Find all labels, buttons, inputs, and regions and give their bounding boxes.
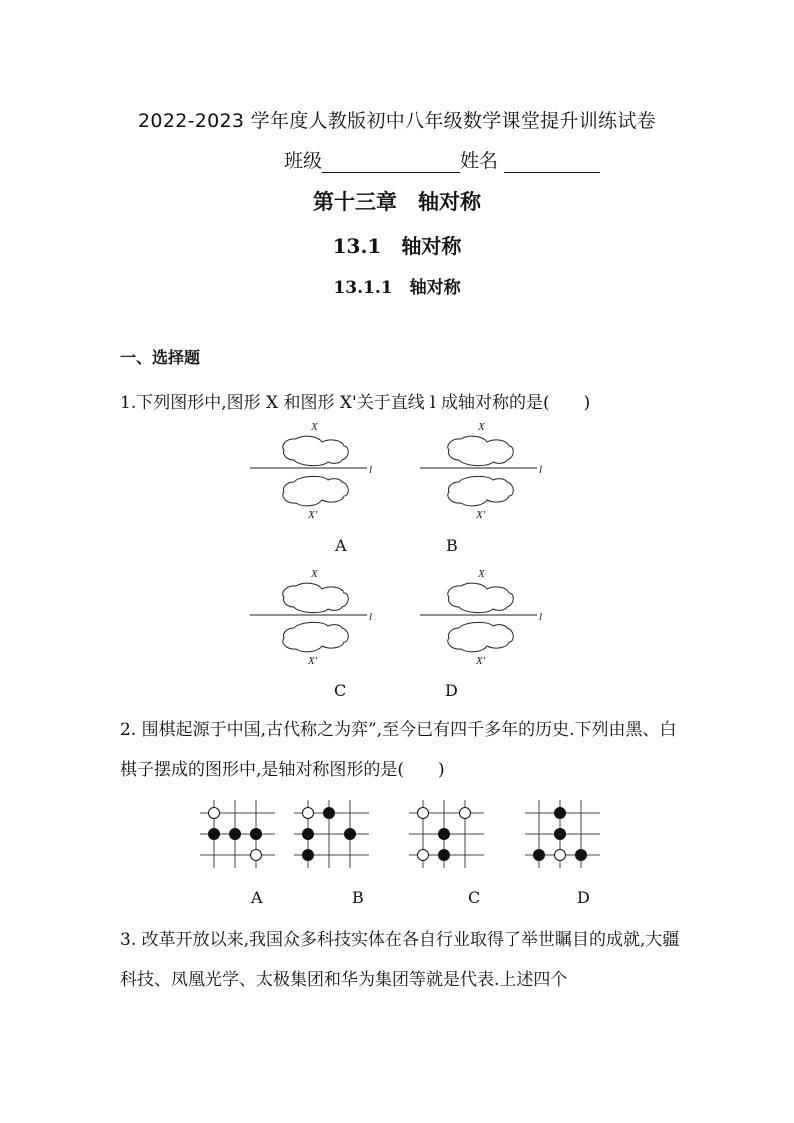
black-stone [345, 829, 356, 840]
option-2C: C [468, 888, 481, 907]
paper-title: 2022-2023 学年度人教版初中八年级数学课堂提升训练试卷 [138, 110, 656, 132]
black-stone [209, 829, 220, 840]
black-stone [555, 829, 566, 840]
fig1D-label-l: l [539, 611, 543, 623]
option-2A: A [251, 888, 263, 907]
black-stone [439, 829, 450, 840]
fig1A-label-l: l [369, 464, 373, 476]
question-3-text: 3. 改革开放以来,我国众多科技实体在各自行业取得了举世瞩目的成就,大疆科技、凤凰光学、太极集团和华为集团等就是代表.上述四个 [120, 930, 680, 990]
option-1D: D [445, 681, 458, 700]
chapter-title: 第十三章 轴对称 [313, 189, 481, 214]
white-stone [418, 850, 429, 861]
black-stone [439, 850, 450, 861]
black-stone [576, 850, 587, 861]
black-stone [555, 808, 566, 819]
black-stone [251, 829, 262, 840]
section-title: 13.1 轴对称 [332, 234, 462, 258]
white-stone [209, 808, 220, 819]
fig1A-label-x: X [311, 421, 318, 433]
fig1D-label-x: X [478, 568, 485, 580]
black-stone [303, 850, 314, 861]
option-2B: B [352, 888, 364, 907]
white-stone [460, 808, 471, 819]
black-stone [324, 808, 335, 819]
option-1B: B [446, 536, 458, 555]
fig1D-label-xprime: X′ [476, 655, 486, 667]
fig1B-label-l: l [539, 464, 543, 476]
part-heading: 一、选择题 [120, 348, 201, 367]
fig1B-label-x: X [478, 421, 485, 433]
white-stone [418, 808, 429, 819]
fig1A-label-xprime: X′ [308, 509, 318, 521]
subsection-title: 13.1.1 轴对称 [333, 278, 461, 298]
white-stone [251, 850, 262, 861]
option-1C: C [334, 681, 347, 700]
option-1A: A [335, 536, 347, 555]
fig1B-label-xprime: X′ [476, 509, 486, 521]
black-stone [534, 850, 545, 861]
black-stone [230, 829, 241, 840]
black-stone [303, 829, 314, 840]
fig1C-label-x: X [311, 568, 318, 580]
question-2-text: 2. 围棋起源于中国,古代称之为弈”,至今已有四千多年的历史.下列由黑、白棋子摆成的图形中,是轴对称图形的是( ) [120, 720, 677, 780]
option-2D: D [577, 888, 590, 907]
white-stone [303, 808, 314, 819]
class-label: 班级 [284, 150, 323, 172]
question-1-text: 1.下列图形中,图形 X 和图形 X'关于直线 l 成轴对称的是( ) [120, 393, 591, 413]
fig1C-label-l: l [369, 611, 373, 623]
fig1C-label-xprime: X′ [308, 655, 318, 667]
name-label: 姓名 [460, 150, 499, 172]
white-stone [555, 850, 566, 861]
